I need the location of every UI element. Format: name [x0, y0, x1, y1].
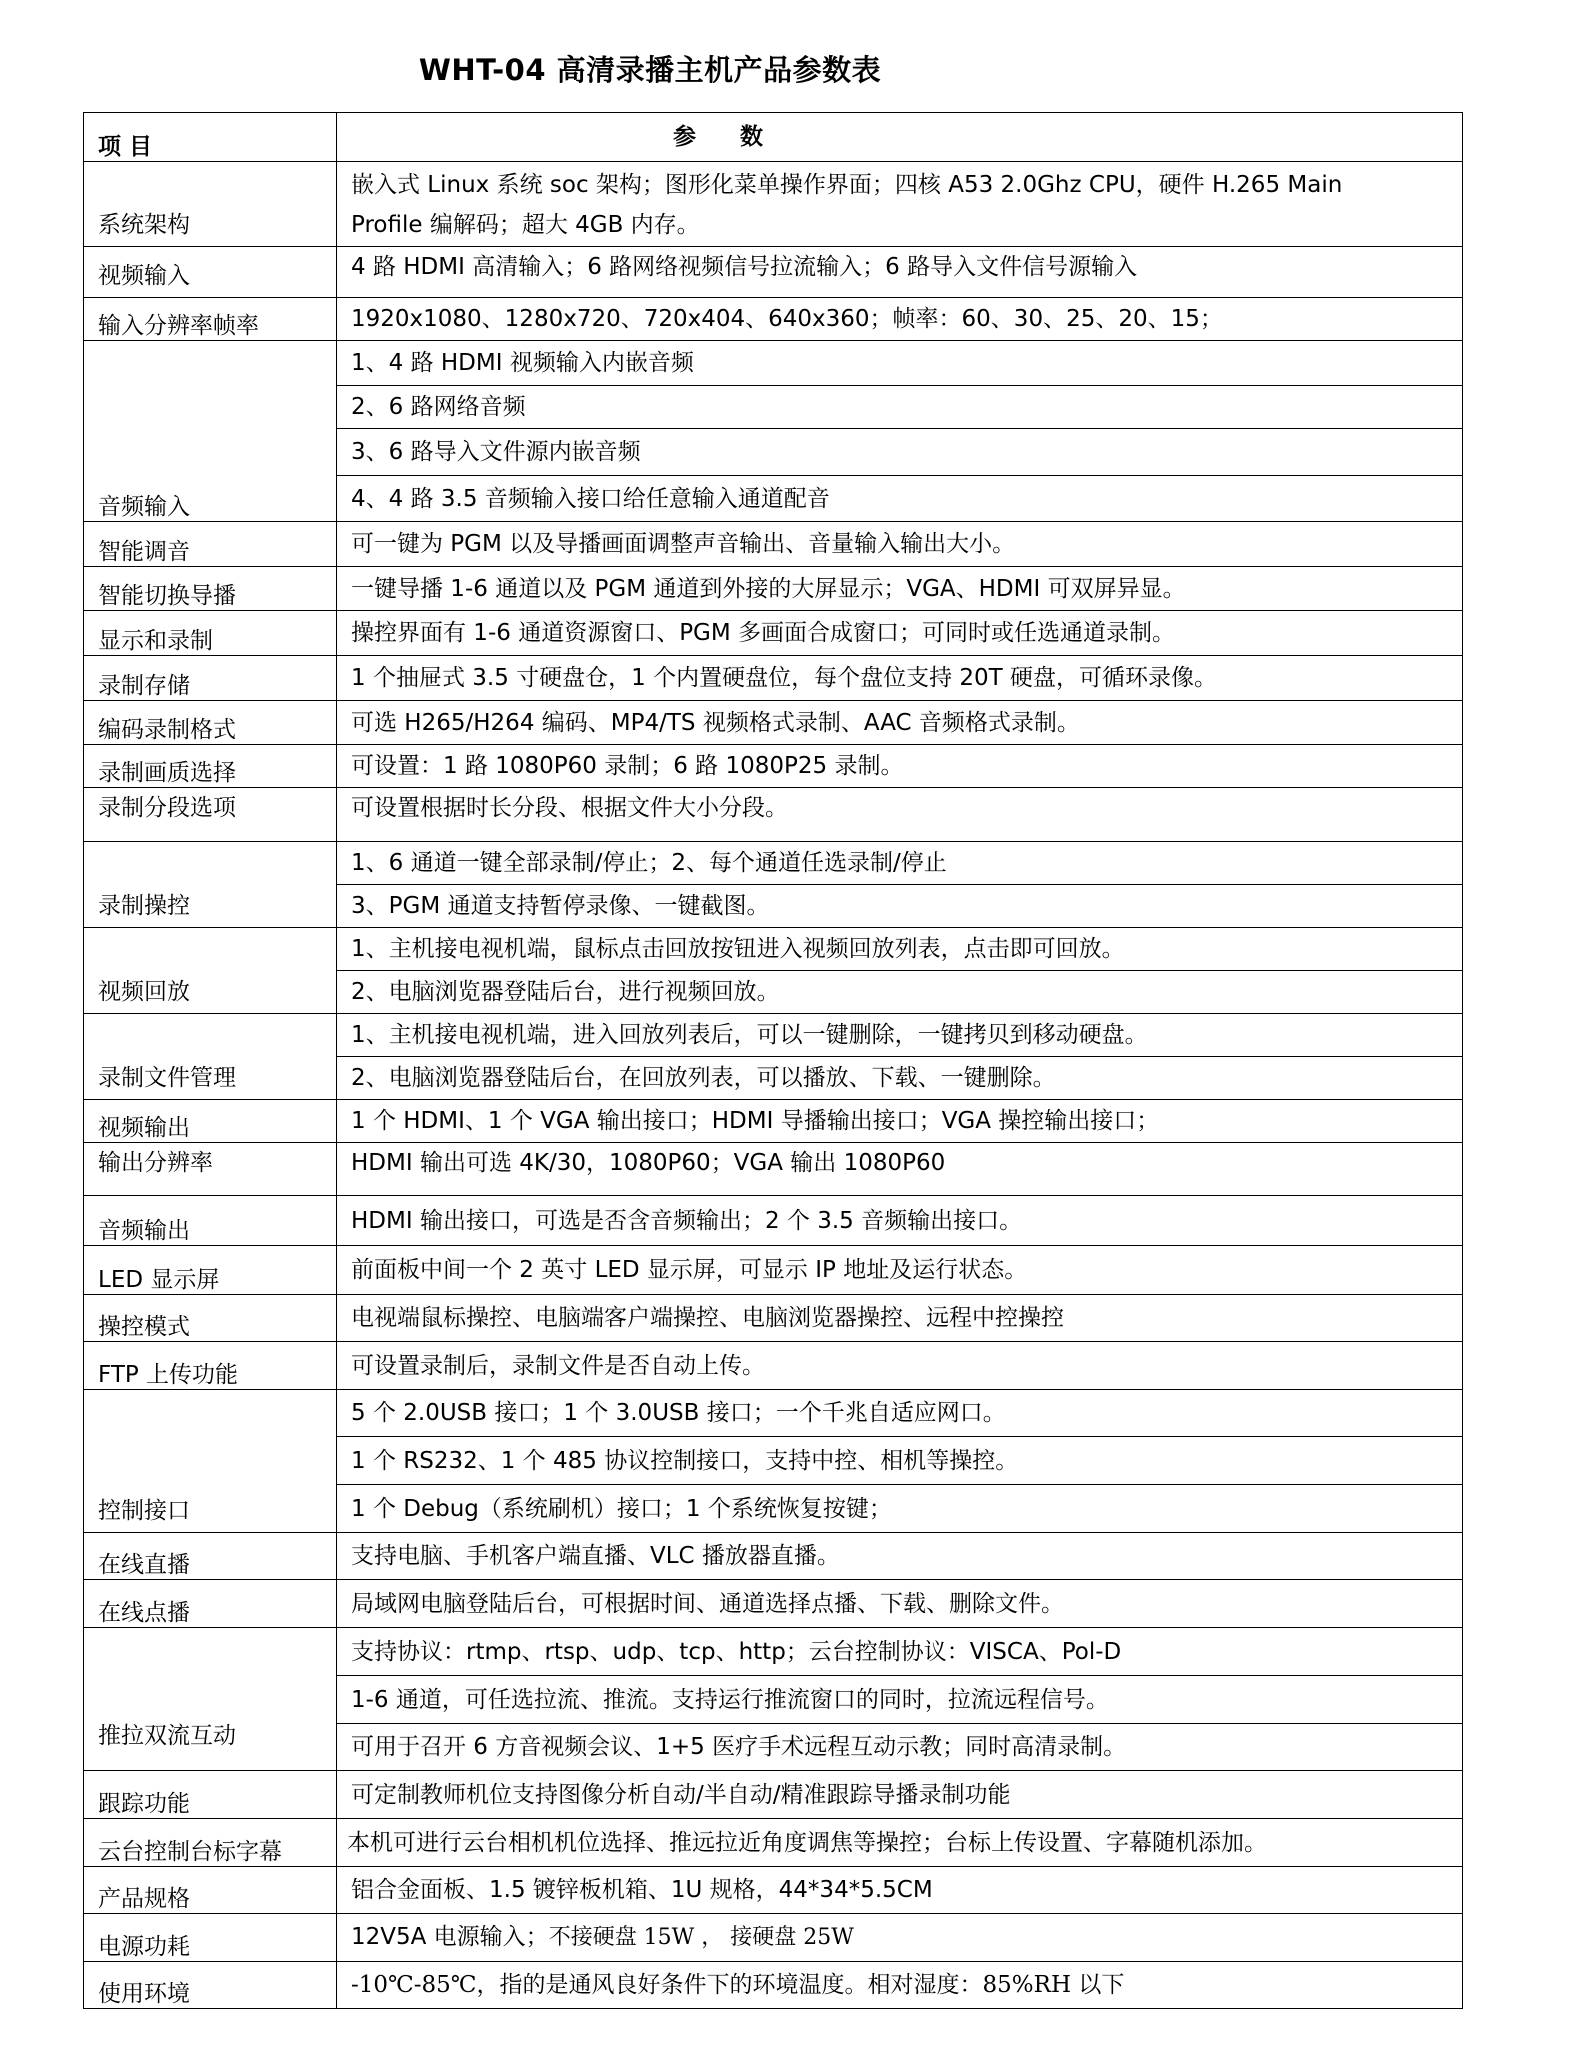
item-label: 智能切换导播: [98, 583, 236, 609]
item-label: 视频输出: [98, 1115, 190, 1141]
table-row: [84, 745, 1463, 788]
header-value-label-b: 数: [740, 124, 763, 150]
item-cell: [84, 522, 337, 567]
table-row: [84, 1771, 1463, 1819]
value-text: 4、4 路 3.5 音频输入接口给任意输入通道配音: [337, 476, 1463, 522]
value-text: 可定制教师机位支持图像分析自动/半自动/精准跟踪导播录制功能: [337, 1771, 1463, 1819]
page-title: WHT-04 高清录播主机产品参数表: [418, 53, 882, 87]
table-row: [84, 611, 1463, 656]
value-text: 局域网电脑登陆后台，可根据时间、通道选择点播、下载、删除文件。: [337, 1580, 1463, 1628]
item-cell: [84, 1342, 337, 1390]
item-cell: [84, 1390, 337, 1533]
item-label: 录制存储: [98, 673, 190, 699]
item-label: 操控模式: [98, 1314, 190, 1340]
item-cell: [84, 1962, 337, 2009]
value-text: 支持电脑、手机客户端直播、VLC 播放器直播。: [337, 1533, 1463, 1580]
value-text: 1、主机接电视机端，进入回放列表后，可以一键删除，一键拷贝到移动硬盘。: [337, 1014, 1463, 1057]
table-row: [84, 1342, 1463, 1390]
item-label: FTP 上传功能: [98, 1362, 239, 1388]
value-text: 操控界面有 1-6 通道资源窗口、PGM 多画面合成窗口；可同时或任选通道录制。: [337, 611, 1463, 656]
value-text: 1 个 Debug（系统刷机）接口；1 个系统恢复按键；: [337, 1485, 1463, 1533]
item-cell: [84, 341, 337, 522]
spec-table: [83, 112, 1463, 2009]
item-label: 在线点播: [98, 1600, 190, 1626]
value-text: 可设置：1 路 1080P60 录制；6 路 1080P25 录制。: [337, 745, 1463, 788]
table-row: [84, 1014, 1463, 1057]
item-label: 输出分辨率: [98, 1150, 213, 1176]
table-row: [84, 1628, 1463, 1676]
table-row: [84, 1533, 1463, 1580]
item-label: 录制文件管理: [98, 1065, 236, 1091]
value-text-serif: -10℃-85℃，指的是通风良好条件下的环境温度。相对湿度：85%RH 以下: [337, 1962, 1463, 2009]
value-text: 5 个 2.0USB 接口；1 个 3.0USB 接口；一个千兆自适应网口。: [337, 1390, 1463, 1437]
value-text: 1 个 RS232、1 个 485 协议控制接口，支持中控、相机等操控。: [337, 1437, 1463, 1485]
item-cell: [84, 247, 337, 298]
value-text: 2、6 路网络音频: [337, 386, 1463, 429]
table-row: [84, 788, 1463, 842]
value-text: 可设置录制后，录制文件是否自动上传。: [337, 1342, 1463, 1390]
value-text: 支持协议：rtmp、rtsp、udp、tcp、http；云台控制协议：VISCA、Pol-D: [337, 1628, 1463, 1676]
item-cell: [84, 1196, 337, 1246]
value-text: 1920x1080、1280x720、720x404、640x360；帧率：60、30、25、20、15；: [337, 298, 1463, 341]
item-cell: [84, 298, 337, 341]
item-label: 视频输入: [98, 263, 190, 289]
value-cell: [337, 1914, 1463, 1962]
value-text: 3、6 路导入文件源内嵌音频: [337, 429, 1463, 476]
item-cell: [84, 928, 337, 1014]
item-label: 跟踪功能: [98, 1791, 190, 1817]
item-label: 系统架构: [98, 212, 190, 238]
table-row: [84, 1580, 1463, 1628]
item-label: 音频输出: [98, 1218, 190, 1244]
table-row: [84, 567, 1463, 611]
table-row: [84, 1962, 1463, 2009]
item-cell: [84, 1143, 337, 1196]
item-cell: [84, 1014, 337, 1100]
header-value-label-a: 参: [673, 124, 696, 150]
item-cell: [84, 611, 337, 656]
item-label: 录制操控: [98, 893, 190, 919]
item-label: 云台控制台标字幕: [98, 1839, 282, 1865]
value-text: 嵌入式 Linux 系统 soc 架构；图形化菜单操作界面；四核 A53 2.0Ghz CPU，硬件 H.265 Main: [351, 172, 1343, 198]
table-row: [84, 928, 1463, 971]
item-cell: [84, 1580, 337, 1628]
value-text: HDMI 输出接口，可选是否含音频输出；2 个 3.5 音频输出接口。: [337, 1196, 1463, 1246]
item-cell: [84, 1819, 337, 1867]
item-cell: [84, 701, 337, 745]
header-item-cell: [84, 113, 337, 162]
item-label: 智能调音: [98, 539, 190, 565]
value-text: Profile 编解码；超大 4GB 内存。: [351, 212, 700, 238]
item-cell: [84, 1771, 337, 1819]
header-value-cell: [337, 113, 1463, 162]
table-row: [84, 1100, 1463, 1143]
item-label: 录制画质选择: [98, 760, 236, 786]
item-cell: [84, 162, 337, 247]
header-item-label: 项 目: [98, 134, 153, 160]
item-label: 使用环境: [98, 1981, 190, 2007]
value-text: 铝合金面板、1.5 镀锌板机箱、1U 规格，44*34*5.5CM: [337, 1867, 1463, 1914]
table-header-row: [84, 113, 1463, 162]
table-row: [84, 1914, 1463, 1962]
value-text: 1、6 通道一键全部录制/停止；2、每个通道任选录制/停止: [337, 842, 1463, 885]
item-cell: [84, 1100, 337, 1143]
table-row: [84, 341, 1463, 386]
value-text: 2、电脑浏览器登陆后台，进行视频回放。: [337, 971, 1463, 1014]
table-row: [84, 1867, 1463, 1914]
value-text: 电视端鼠标操控、电脑端客户端操控、电脑浏览器操控、远程中控操控: [337, 1295, 1463, 1342]
item-label: LED 显示屏: [98, 1267, 220, 1293]
table-row: [84, 656, 1463, 701]
item-cell: [84, 1867, 337, 1914]
value-text: 可设置根据时长分段、根据文件大小分段。: [337, 788, 1463, 842]
item-cell: [84, 1533, 337, 1580]
item-cell: [84, 1246, 337, 1295]
item-cell: [84, 656, 337, 701]
value-cell: [337, 162, 1463, 247]
table-row: [84, 701, 1463, 745]
item-label: 录制分段选项: [98, 795, 236, 821]
item-label: 推拉双流互动: [98, 1723, 236, 1749]
item-cell: [84, 1914, 337, 1962]
item-cell: [84, 1628, 337, 1771]
value-text: 3、PGM 通道支持暂停录像、一键截图。: [337, 885, 1463, 928]
value-text: 可一键为 PGM 以及导播画面调整声音输出、音量输入输出大小。: [337, 522, 1463, 567]
table-row: [84, 1246, 1463, 1295]
item-label: 编码录制格式: [98, 717, 236, 743]
value-text: 本机可进行云台相机机位选择、推远拉近角度调焦等操控；台标上传设置、字幕随机添加。: [337, 1819, 1463, 1867]
table-row: [84, 1390, 1463, 1437]
value-text: 可用于召开 6 方音视频会议、1+5 医疗手术远程互动示教；同时高清录制。: [337, 1724, 1463, 1771]
item-label: 视频回放: [98, 979, 190, 1005]
value-text: 一键导播 1-6 通道以及 PGM 通道到外接的大屏显示；VGA、HDMI 可双屏异显。: [337, 567, 1463, 611]
table-row: [84, 247, 1463, 298]
item-label: 电源功耗: [98, 1934, 190, 1960]
value-text: 4 路 HDMI 高清输入；6 路网络视频信号拉流输入；6 路导入文件信号源输入: [337, 247, 1463, 298]
value-text: 1、主机接电视机端，鼠标点击回放按钮进入视频回放列表，点击即可回放。: [337, 928, 1463, 971]
value-text: 12V5A 电源输入；: [351, 1924, 549, 1950]
item-label: 音频输入: [98, 494, 190, 520]
table-row: [84, 298, 1463, 341]
item-label: 控制接口: [98, 1498, 190, 1524]
item-label: 显示和录制: [98, 628, 213, 654]
item-cell: [84, 842, 337, 928]
table-row: [84, 1143, 1463, 1196]
value-text: 前面板中间一个 2 英寸 LED 显示屏，可显示 IP 地址及运行状态。: [337, 1246, 1463, 1295]
table-row: [84, 162, 1463, 247]
table-row: [84, 1295, 1463, 1342]
value-text: 可选 H265/H264 编码、MP4/TS 视频格式录制、AAC 音频格式录制。: [337, 701, 1463, 745]
item-cell: [84, 567, 337, 611]
item-label: 产品规格: [98, 1886, 190, 1912]
value-text: 1、4 路 HDMI 视频输入内嵌音频: [337, 341, 1463, 386]
table-row: [84, 522, 1463, 567]
item-label: 在线直播: [98, 1552, 190, 1578]
value-text: HDMI 输出可选 4K/30，1080P60；VGA 输出 1080P60: [337, 1143, 1463, 1196]
item-cell: [84, 1295, 337, 1342]
item-cell: [84, 745, 337, 788]
item-label: 输入分辨率帧率: [98, 313, 259, 339]
value-text: 1 个抽屉式 3.5 寸硬盘仓，1 个内置硬盘位，每个盘位支持 20T 硬盘，可循环录像。: [337, 656, 1463, 701]
value-text: 2、电脑浏览器登陆后台，在回放列表，可以播放、下载、一键删除。: [337, 1057, 1463, 1100]
item-cell: [84, 788, 337, 842]
value-text: 1-6 通道，可任选拉流、推流。支持运行推流窗口的同时，拉流远程信号。: [337, 1676, 1463, 1724]
table-row: [84, 842, 1463, 885]
value-text-serif: 不接硬盘 15W ， 接硬盘 25W: [548, 1925, 854, 1950]
table-row: [84, 1196, 1463, 1246]
value-text: 1 个 HDMI、1 个 VGA 输出接口；HDMI 导播输出接口；VGA 操控输出接口；: [337, 1100, 1463, 1143]
table-row: [84, 1819, 1463, 1867]
